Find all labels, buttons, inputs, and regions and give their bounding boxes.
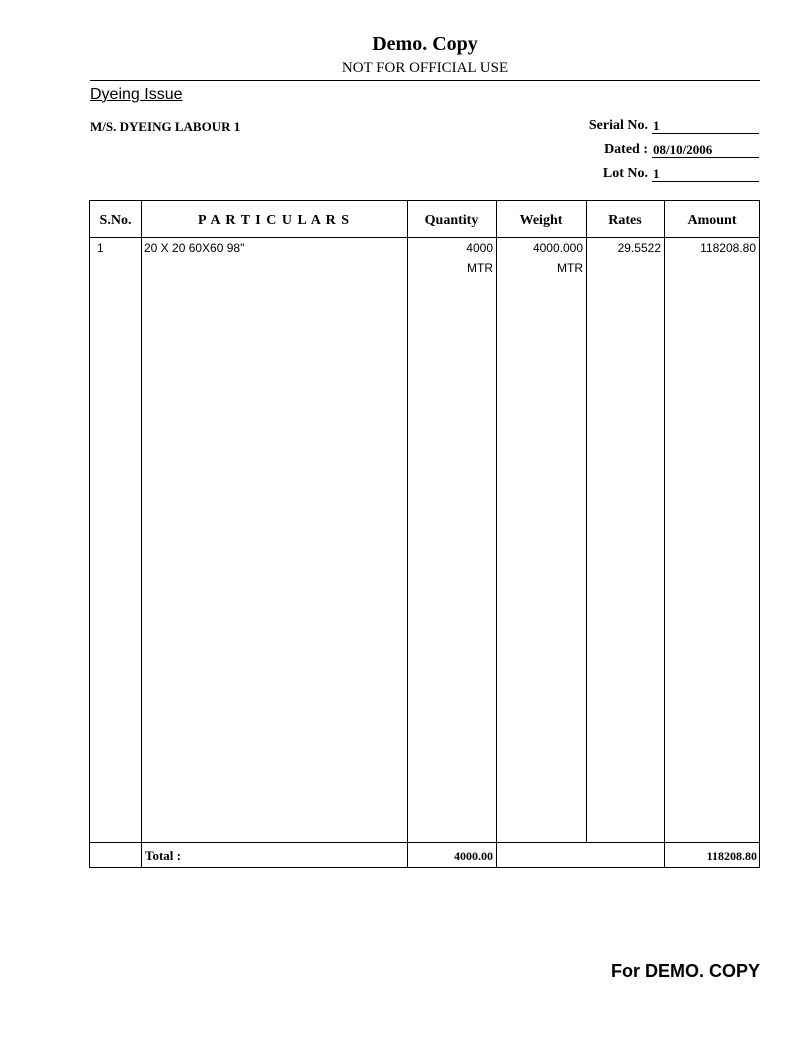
dated-value: 08/10/2006 bbox=[652, 142, 759, 158]
col-header-weight: Weight bbox=[519, 213, 563, 228]
row-1-amount: 118208.80 bbox=[700, 241, 756, 255]
items-table bbox=[89, 200, 760, 868]
row-1-weight: 4000.000 bbox=[532, 241, 583, 255]
serial-value: 1 bbox=[652, 118, 759, 134]
row-1-particulars: 20 X 20 60X60 98" bbox=[144, 241, 245, 255]
document-type: Dyeing Issue bbox=[90, 86, 183, 103]
serial-label: Serial No. bbox=[588, 118, 648, 133]
footer-signature: For DEMO. COPY bbox=[610, 961, 760, 981]
lot-label: Lot No. bbox=[602, 166, 648, 181]
row-1-rate: 29.5522 bbox=[617, 241, 661, 255]
serial-field bbox=[589, 118, 759, 134]
row-1-quantity: 4000 bbox=[466, 241, 493, 255]
column-divider bbox=[496, 201, 497, 868]
total-quantity: 4000.00 bbox=[454, 849, 493, 863]
column-divider bbox=[586, 201, 587, 842]
total-amount: 118208.80 bbox=[706, 849, 757, 863]
dated-field bbox=[604, 142, 759, 158]
party-name: M/S. DYEING LABOUR 1 bbox=[90, 119, 241, 134]
row-1-quantity-unit: MTR bbox=[467, 261, 493, 275]
document-subtitle: NOT FOR OFFICIAL USE bbox=[341, 60, 509, 76]
col-header-particulars: P A R T I C U L A R S bbox=[198, 213, 350, 228]
column-divider bbox=[141, 201, 142, 868]
header-divider bbox=[90, 80, 760, 81]
total-row-divider bbox=[90, 842, 759, 843]
column-divider bbox=[664, 201, 665, 868]
dated-label: Dated : bbox=[604, 142, 648, 157]
row-1-sno: 1 bbox=[97, 241, 104, 255]
lot-field bbox=[603, 166, 759, 182]
col-header-quantity: Quantity bbox=[424, 213, 479, 228]
col-header-rates: Rates bbox=[608, 213, 642, 228]
col-header-sno: S.No. bbox=[99, 213, 132, 228]
row-1-weight-unit: MTR bbox=[557, 261, 583, 275]
col-header-amount: Amount bbox=[687, 213, 737, 228]
column-divider bbox=[407, 201, 408, 868]
total-label: Total : bbox=[145, 848, 181, 863]
lot-value: 1 bbox=[652, 166, 759, 182]
document-title: Demo. Copy bbox=[372, 33, 478, 55]
